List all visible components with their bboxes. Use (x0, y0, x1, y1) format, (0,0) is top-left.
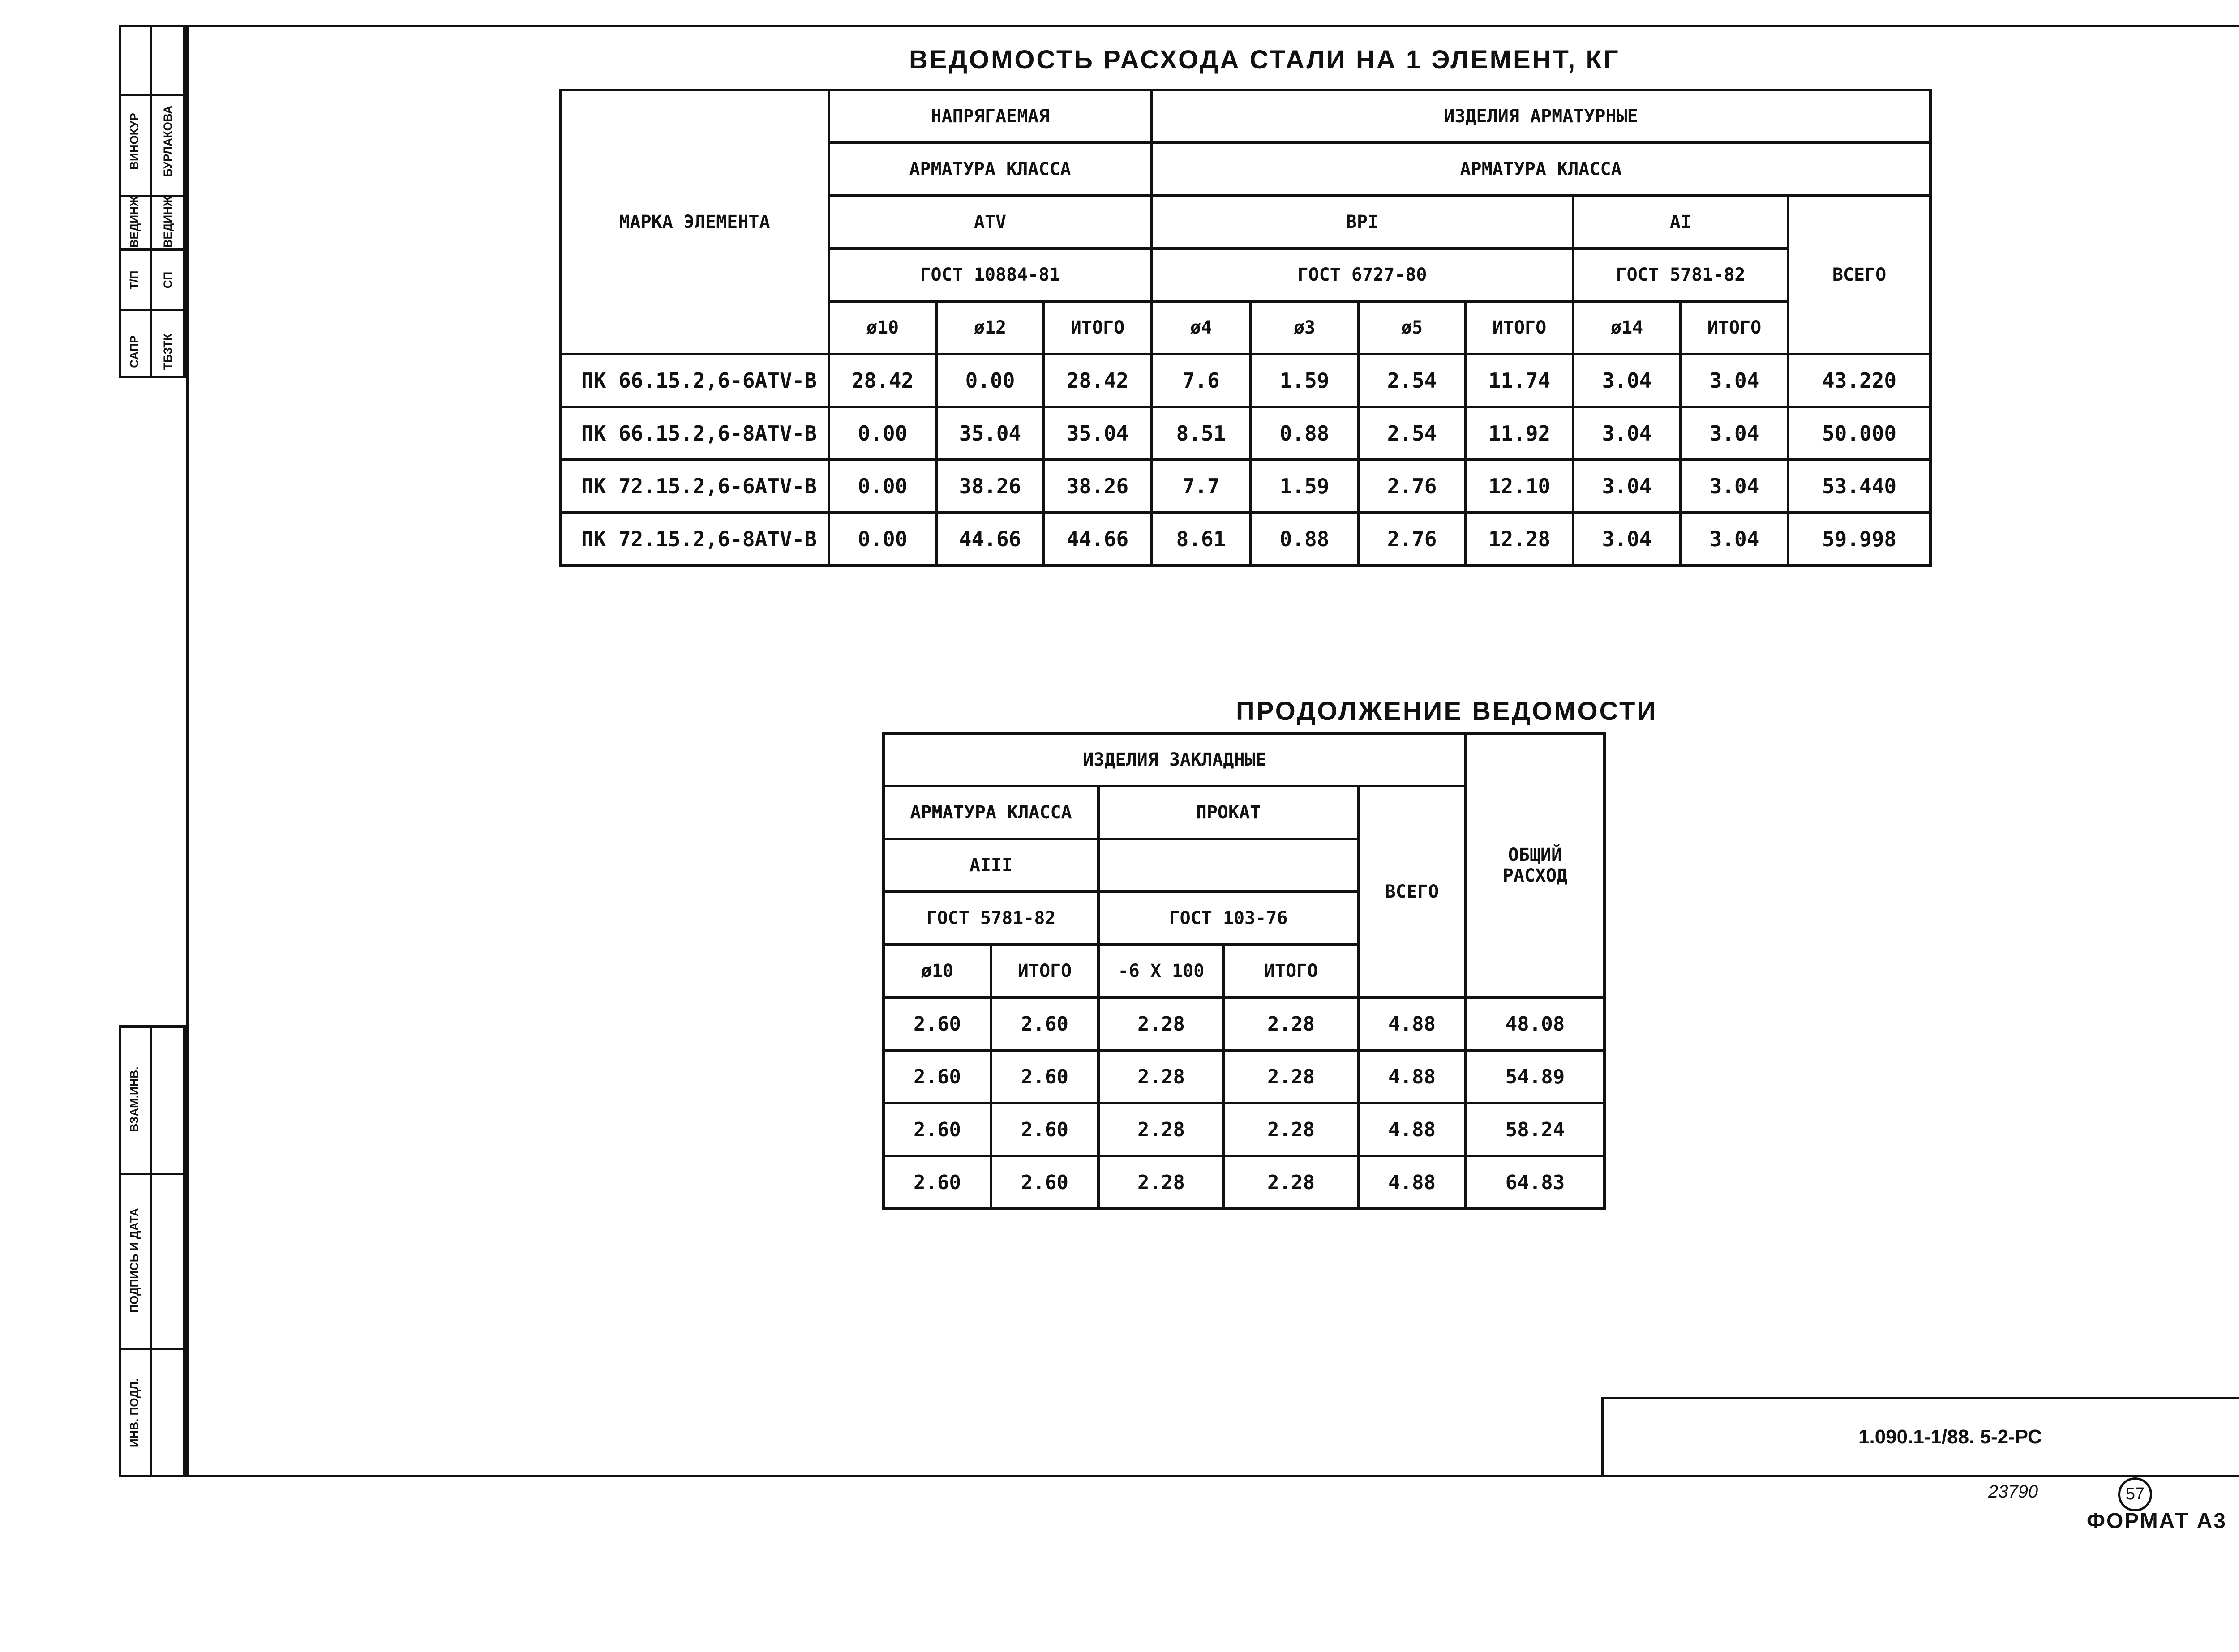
table-cell: 3.04 (1681, 460, 1788, 513)
table-cell: 2.28 (1224, 1103, 1358, 1156)
side-label: ТБЗТК (161, 333, 175, 370)
side-label: ВЕДИНЖ (127, 196, 141, 248)
sub-header: ø3 (1251, 301, 1358, 354)
rebar-class-header: АРМАТУРА КЛАССА (884, 786, 1098, 839)
table-cell: 3.04 (1573, 354, 1681, 407)
table-cell: 12.10 (1466, 460, 1573, 513)
inventory-number: 23790 (1988, 1482, 2038, 1502)
table-cell: 2.76 (1358, 460, 1466, 513)
rebar-class-header: АРМАТУРА КЛАССА (1151, 143, 1930, 196)
table-cell: 2.28 (1224, 997, 1358, 1050)
table-cell: 3.04 (1573, 460, 1681, 513)
table-row (560, 460, 1930, 513)
format-label: ФОРМАТ А3 (2087, 1509, 2227, 1533)
side-label: ВИНОКУР (127, 113, 141, 170)
overall-line1: ОБЩИЙ (1508, 845, 1562, 865)
table-cell: 0.00 (936, 354, 1044, 407)
side-label: ВЕДИНЖ (161, 196, 175, 248)
table-cell: 2.60 (991, 997, 1098, 1050)
sub-header: ИТОГО (1681, 301, 1788, 354)
table-cell: 59.998 (1788, 513, 1930, 565)
table-cell: 2.28 (1098, 1103, 1224, 1156)
table-cell: 11.74 (1466, 354, 1573, 407)
table-cell: 28.42 (829, 354, 936, 407)
side-label: СП (161, 271, 175, 289)
table-cell: 3.04 (1573, 513, 1681, 565)
table-cell: 2.60 (884, 997, 991, 1050)
steel-consumption-table (559, 89, 1932, 567)
table-cell: 0.00 (829, 407, 936, 460)
table-cell: 38.26 (936, 460, 1044, 513)
element-mark: ПК 72.15.2,6-6АТV-В (560, 460, 829, 513)
class-ai: АI (1573, 196, 1788, 248)
table-cell: 2.60 (884, 1103, 991, 1156)
table-cell: 53.440 (1788, 460, 1930, 513)
table-cell: 12.28 (1466, 513, 1573, 565)
table-cell: 2.60 (991, 1156, 1098, 1209)
table-cell: 3.04 (1681, 513, 1788, 565)
table-cell: 50.000 (1788, 407, 1930, 460)
table-cell: 2.28 (1224, 1050, 1358, 1103)
sub-header: ИТОГО (991, 945, 1098, 997)
side-line (119, 1173, 186, 1175)
page-title: ВЕДОМОСТЬ РАСХОДА СТАЛИ НА 1 ЭЛЕМЕНТ, КГ (909, 45, 1620, 74)
overall-line2: РАСХОД (1502, 865, 1568, 886)
sub-header: ИТОГО (1224, 945, 1358, 997)
table-cell: 3.04 (1681, 354, 1788, 407)
side-line (119, 94, 186, 96)
table-cell: 4.88 (1358, 997, 1466, 1050)
table-cell: 2.60 (884, 1156, 991, 1209)
mark-header: МАРКА ЭЛЕМЕНТА (560, 90, 829, 354)
total-header: ВСЕГО (1358, 786, 1466, 997)
table-cell: 2.54 (1358, 407, 1466, 460)
side-block-top-divider (150, 25, 152, 378)
side-label: САПР (127, 335, 141, 368)
table-cell: 43.220 (1788, 354, 1930, 407)
doc-code: 1.090.1-1/88. 5-2-РС (1858, 1426, 2042, 1448)
table-cell: 0.88 (1251, 513, 1358, 565)
element-mark: ПК 66.15.2,6-8АТV-В (560, 407, 829, 460)
side-label: Т/П (127, 270, 141, 290)
side-line (119, 1348, 186, 1350)
table-cell: 8.51 (1151, 407, 1251, 460)
sub-header: ø4 (1151, 301, 1251, 354)
table-cell: 2.60 (991, 1103, 1098, 1156)
table-cell: 35.04 (936, 407, 1044, 460)
class-aiii: АIII (884, 839, 1098, 892)
sub-header: ИТОГО (1044, 301, 1151, 354)
gost-bpi: ГОСТ 6727-80 (1151, 248, 1573, 301)
overall-header (1466, 733, 1604, 997)
gost-rolled: ГОСТ 103-76 (1098, 892, 1358, 945)
side-label-inv: ИНВ. ПОДЛ. (127, 1378, 141, 1447)
table-cell: 4.88 (1358, 1050, 1466, 1103)
table-cell: 2.28 (1098, 997, 1224, 1050)
table-cell: 28.42 (1044, 354, 1151, 407)
total-header: ВСЕГО (1788, 196, 1930, 354)
table-cell: 48.08 (1466, 997, 1604, 1050)
table-cell: 2.28 (1098, 1050, 1224, 1103)
table-cell: 0.00 (829, 513, 936, 565)
sub-header: ø5 (1358, 301, 1466, 354)
table-cell: 38.26 (1044, 460, 1151, 513)
rebar-products-header: ИЗДЕЛИЯ АРМАТУРНЫЕ (1151, 90, 1930, 143)
sub-header: ø10 (829, 301, 936, 354)
side-label-vzam: ВЗАМ.ИНВ. (127, 1066, 141, 1132)
table-cell: 2.76 (1358, 513, 1466, 565)
sub-header: ø12 (936, 301, 1044, 354)
table-cell: 0.88 (1251, 407, 1358, 460)
side-line (150, 1025, 152, 1477)
table-row (560, 354, 1930, 407)
embedded-header: ИЗДЕЛИЯ ЗАКЛАДНЫЕ (884, 733, 1466, 786)
sub-header: ИТОГО (1466, 301, 1573, 354)
table-row (884, 997, 1604, 1050)
table-cell: 1.59 (1251, 460, 1358, 513)
table-cell: 58.24 (1466, 1103, 1604, 1156)
table-cell: 2.28 (1098, 1156, 1224, 1209)
table-cell: 7.6 (1151, 354, 1251, 407)
table-cell: 2.28 (1224, 1156, 1358, 1209)
table-cell: 54.89 (1466, 1050, 1604, 1103)
rolled-class-empty (1098, 839, 1358, 892)
table-cell: 3.04 (1681, 407, 1788, 460)
class-atv: АТV (829, 196, 1151, 248)
sub-header: -6 Х 100 (1098, 945, 1224, 997)
class-bpi: ВРI (1151, 196, 1573, 248)
rebar-class-header: АРМАТУРА КЛАССА (829, 143, 1151, 196)
table-cell: 7.7 (1151, 460, 1251, 513)
gost-atv: ГОСТ 10884-81 (829, 248, 1151, 301)
table-row (560, 513, 1930, 565)
prestressed-header: НАПРЯГАЕМАЯ (829, 90, 1151, 143)
table-cell: 35.04 (1044, 407, 1151, 460)
table-cell: 4.88 (1358, 1103, 1466, 1156)
table-cell: 8.61 (1151, 513, 1251, 565)
side-label: БУРЛАКОВА (161, 105, 175, 177)
table-cell: 64.83 (1466, 1156, 1604, 1209)
table-row (884, 1156, 1604, 1209)
table-row (884, 1103, 1604, 1156)
continuation-title: ПРОДОЛЖЕНИЕ ВЕДОМОСТИ (1236, 697, 1658, 726)
table-cell: 4.88 (1358, 1156, 1466, 1209)
table-cell: 2.60 (884, 1050, 991, 1103)
rolled-header: ПРОКАТ (1098, 786, 1358, 839)
continuation-table (882, 732, 1606, 1210)
table-cell: 11.92 (1466, 407, 1573, 460)
table-cell: 2.60 (991, 1050, 1098, 1103)
table-cell: 44.66 (936, 513, 1044, 565)
gost-ai: ГОСТ 5781-82 (1573, 248, 1788, 301)
table-cell: 3.04 (1573, 407, 1681, 460)
table-cell: 1.59 (1251, 354, 1358, 407)
element-mark: ПК 72.15.2,6-8АТV-В (560, 513, 829, 565)
table-cell: 44.66 (1044, 513, 1151, 565)
circled-number: 57 (2118, 1477, 2152, 1511)
table-row (884, 1050, 1604, 1103)
sub-header: ø14 (1573, 301, 1681, 354)
sub-header: ø10 (884, 945, 991, 997)
table-row (560, 407, 1930, 460)
gost-aiii: ГОСТ 5781-82 (884, 892, 1098, 945)
table-cell: 0.00 (829, 460, 936, 513)
table-cell: 2.54 (1358, 354, 1466, 407)
element-mark: ПК 66.15.2,6-6АТV-В (560, 354, 829, 407)
side-label-sign: ПОДПИСЬ И ДАТА (127, 1208, 141, 1313)
